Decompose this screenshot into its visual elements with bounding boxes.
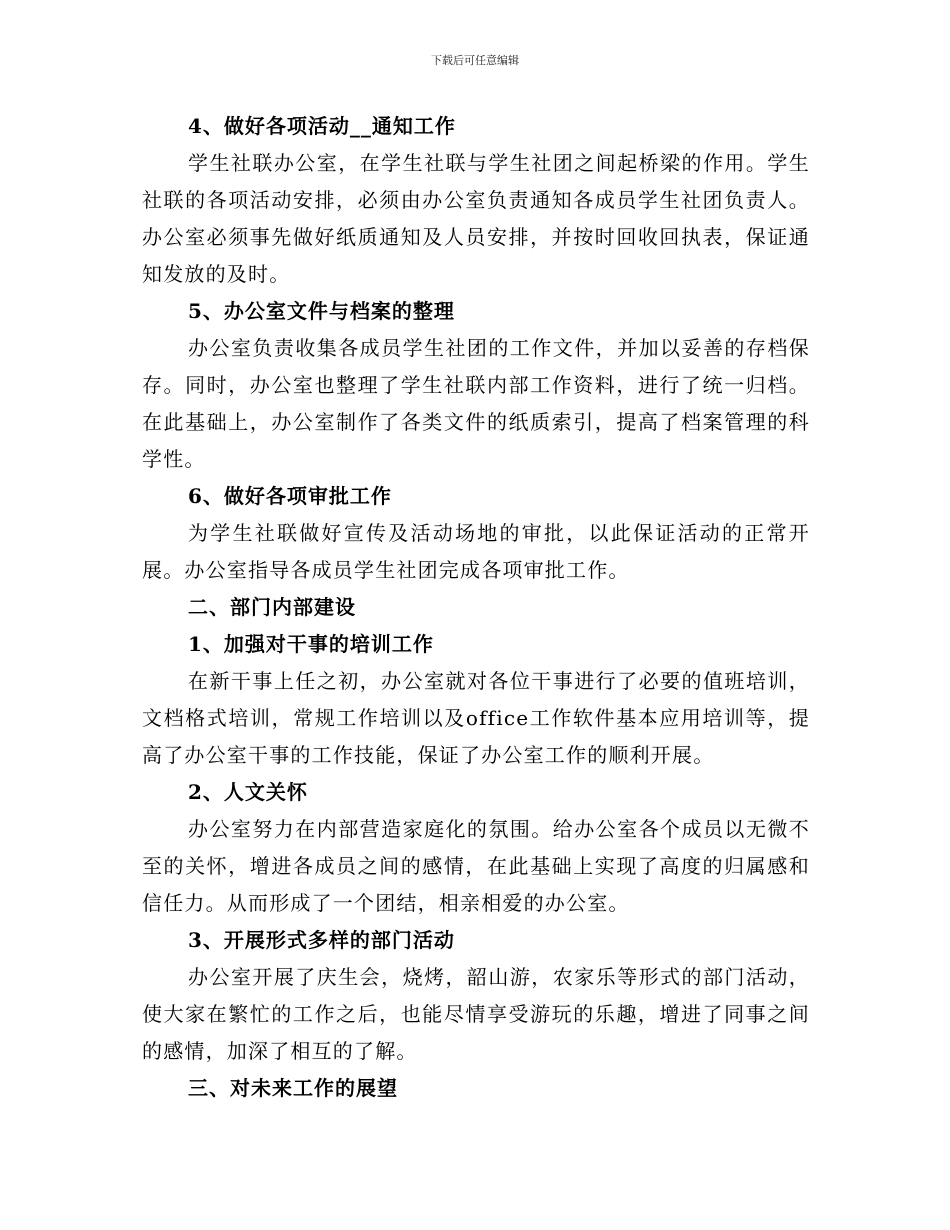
paragraph: 办公室开展了庆生会，烧烤，韶山游，农家乐等形式的部门活动，使大家在繁忙的工作之后，也能尽情享受游玩的乐趣，增进了同事之间的感情，加深了相互的了解。	[142, 965, 810, 1063]
document-body	[142, 108, 810, 1107]
section-heading: 3、开展形式多样的部门活动	[188, 928, 455, 952]
section-heading: 6、做好各项审批工作	[188, 484, 392, 508]
page-header: 下载后可任意编辑	[431, 54, 519, 67]
section-heading: 4、做好各项活动__通知工作	[188, 114, 456, 138]
section-heading: 2、人文关怀	[188, 780, 308, 804]
paragraph: 办公室负责收集各成员学生社团的工作文件，并加以妥善的存档保存。同时，办公室也整理了学生社联内部工作资料，进行了统一归档。在此基础上，办公室制作了各类文件的纸质索引，提高了档案管理的科学性。	[142, 336, 810, 471]
paragraph: 在新干事上任之初，办公室就对各位干事进行了必要的值班培训，文档格式培训，常规工作培训以及office工作软件基本应用培训等，提高了办公室干事的工作技能，保证了办公室工作的顺利开展。	[142, 669, 810, 767]
section-heading: 三、对未来工作的展望	[188, 1076, 398, 1100]
paragraph: 为学生社联做好宣传及活动场地的审批，以此保证活动的正常开展。办公室指导各成员学生社团完成各项审批工作。	[142, 521, 810, 582]
section-heading: 1、加强对干事的培训工作	[188, 632, 434, 656]
section-heading: 二、部门内部建设	[188, 595, 356, 619]
section-heading: 5、办公室文件与档案的整理	[188, 299, 455, 323]
paragraph: 办公室努力在内部营造家庭化的氛围。给办公室各个成员以无微不至的关怀，增进各成员之间的感情，在此基础上实现了高度的归属感和信任力。从而形成了一个团结，相亲相爱的办公室。	[142, 817, 810, 915]
paragraph: 学生社联办公室，在学生社联与学生社团之间起桥梁的作用。学生社联的各项活动安排，必须由办公室负责通知各成员学生社团负责人。办公室必须事先做好纸质通知及人员安排，并按时回收回执表，保证通知发放的及时。	[142, 151, 810, 286]
